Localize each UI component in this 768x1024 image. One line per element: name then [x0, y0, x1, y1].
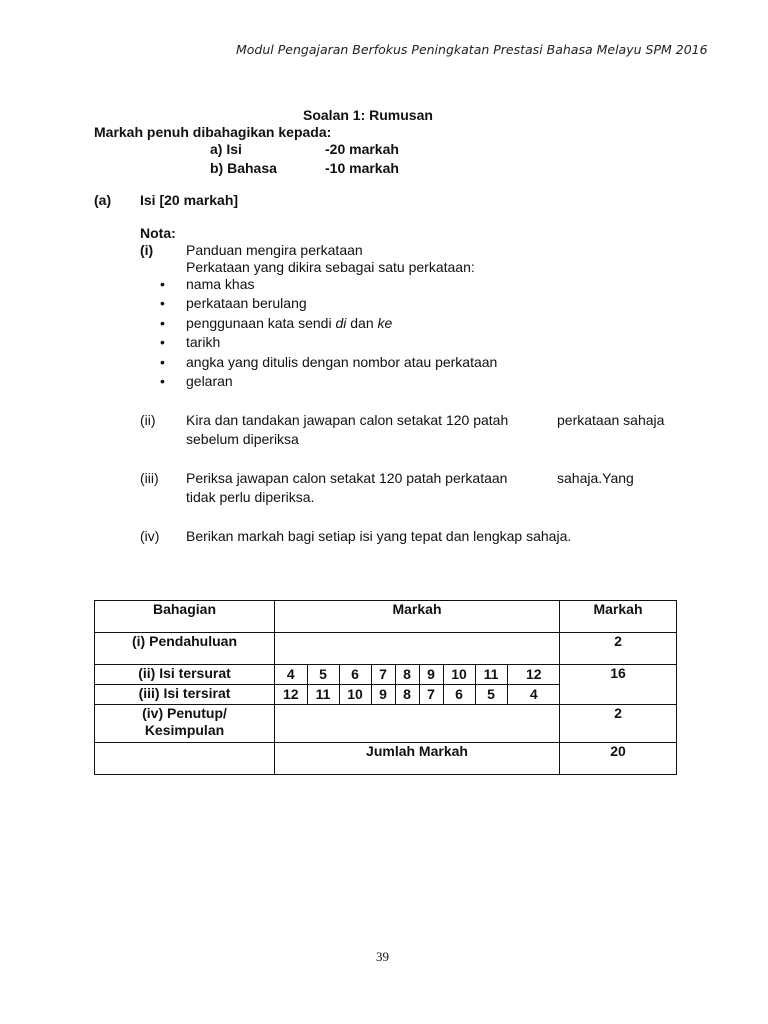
score-cell: 11: [307, 685, 339, 704]
intro-line: Markah penuh dibahagikan kepada:: [94, 124, 332, 140]
bullet-text-ke: ke: [377, 315, 393, 331]
table-row: [95, 705, 677, 743]
nota-iii-line1b: sahaja.Yang: [557, 470, 634, 486]
bullet: •: [160, 295, 165, 311]
bullet: •: [160, 276, 165, 292]
section-title: Isi [20 markah]: [140, 192, 239, 208]
nota-iii-marker: (iii): [140, 470, 159, 486]
nota-iii-line1a: Periksa jawapan calon setakat 120 patah perkataan: [186, 470, 508, 486]
bullet-text: gelaran: [186, 373, 233, 389]
row-scores: [275, 705, 560, 743]
score-cell: 12: [282, 686, 299, 702]
table-row: [95, 665, 677, 685]
intro-item-value: -20 markah: [325, 141, 399, 157]
section-marker: (a): [94, 192, 112, 208]
score-cell: 10: [443, 665, 475, 684]
row-markah: 2: [560, 705, 677, 743]
row-label: [95, 705, 275, 743]
table-row: [95, 633, 677, 665]
score-cell: 8: [395, 665, 419, 684]
bullet-text-dan: dan: [346, 315, 378, 331]
score-cell: 7: [419, 685, 443, 704]
bullet-text-kata-sendi: [186, 314, 392, 332]
row-label: (iii) Isi tersirat: [95, 685, 275, 705]
nota-ii-line2: sebelum diperiksa: [186, 431, 299, 447]
intro-item-label: a) Isi: [210, 141, 242, 157]
row-label: (i) Pendahuluan: [95, 633, 275, 665]
row-scores: [275, 665, 560, 685]
nota-heading: Nota:: [140, 225, 176, 241]
score-cell: 4: [507, 685, 560, 704]
score-cell: 4: [286, 666, 295, 682]
score-cell: 6: [443, 685, 475, 704]
page-title: Soalan 1: Rumusan: [303, 107, 433, 123]
nota-iv-line1: Berikan markah bagi setiap isi yang tepat dan lengkap sahaja.: [186, 528, 572, 544]
score-cell: 9: [419, 665, 443, 684]
score-cell: 6: [339, 665, 371, 684]
nota-i-line1: Panduan mengira perkataan: [186, 242, 363, 258]
row-scores: [275, 685, 560, 705]
intro-item-value: -10 markah: [325, 160, 399, 176]
bullet-text: angka yang ditulis dengan nombor atau perkataan: [186, 354, 498, 370]
nota-ii-marker: (ii): [140, 412, 156, 428]
bullet-text: penggunaan kata sendi: [186, 315, 336, 331]
table-header-markah-total: Markah: [560, 601, 677, 633]
bullet-text: perkataan berulang: [186, 295, 307, 311]
row-label-line: (iv) Penutup/: [142, 705, 227, 721]
bullet: •: [160, 315, 165, 331]
nota-iii-line2: tidak perlu diperiksa.: [186, 489, 315, 505]
score-cell: 10: [339, 685, 371, 704]
page-number: 39: [376, 949, 389, 964]
score-cell: 5: [307, 665, 339, 684]
score-cell: 12: [507, 665, 560, 684]
bullet: •: [160, 354, 165, 370]
score-cell: 7: [371, 665, 395, 684]
nota-ii-line1a: Kira dan tandakan jawapan calon setakat 120 patah: [186, 412, 509, 428]
total-label: Jumlah Markah: [275, 743, 560, 775]
nota-i-marker: (i): [140, 242, 154, 258]
bullet: •: [160, 373, 165, 389]
marks-table: [94, 600, 677, 775]
score-cell: 11: [475, 665, 507, 684]
intro-item-label: b) Bahasa: [210, 160, 277, 176]
row-label: [95, 743, 275, 775]
nota-ii-line1b: perkataan sahaja: [557, 412, 665, 428]
score-cell: 8: [395, 685, 419, 704]
row-label: (ii) Isi tersurat: [95, 665, 275, 685]
bullet-text: tarikh: [186, 334, 221, 350]
bullet-text-di: di: [335, 315, 347, 331]
nota-iv-marker: (iv): [140, 528, 160, 544]
row-scores: [275, 633, 560, 665]
bullet-text: nama khas: [186, 276, 255, 292]
row-markah: 2: [560, 633, 677, 665]
row-label-line: Kesimpulan: [144, 722, 225, 738]
nota-i-line2: Perkataan yang dikira sebagai satu perkataan:: [186, 259, 475, 275]
total-markah: 20: [560, 743, 677, 775]
bullet: •: [160, 334, 165, 350]
table-header-markah: Markah: [275, 601, 560, 633]
score-cell: 5: [475, 685, 507, 704]
table-header-bahagian: Bahagian: [95, 601, 275, 633]
page-header: Modul Pengajaran Berfokus Peningkatan Prestasi Bahasa Melayu SPM 2016: [236, 42, 708, 57]
score-cell: 9: [371, 685, 395, 704]
row-markah: 16: [560, 665, 677, 705]
table-row-total: [95, 743, 677, 775]
